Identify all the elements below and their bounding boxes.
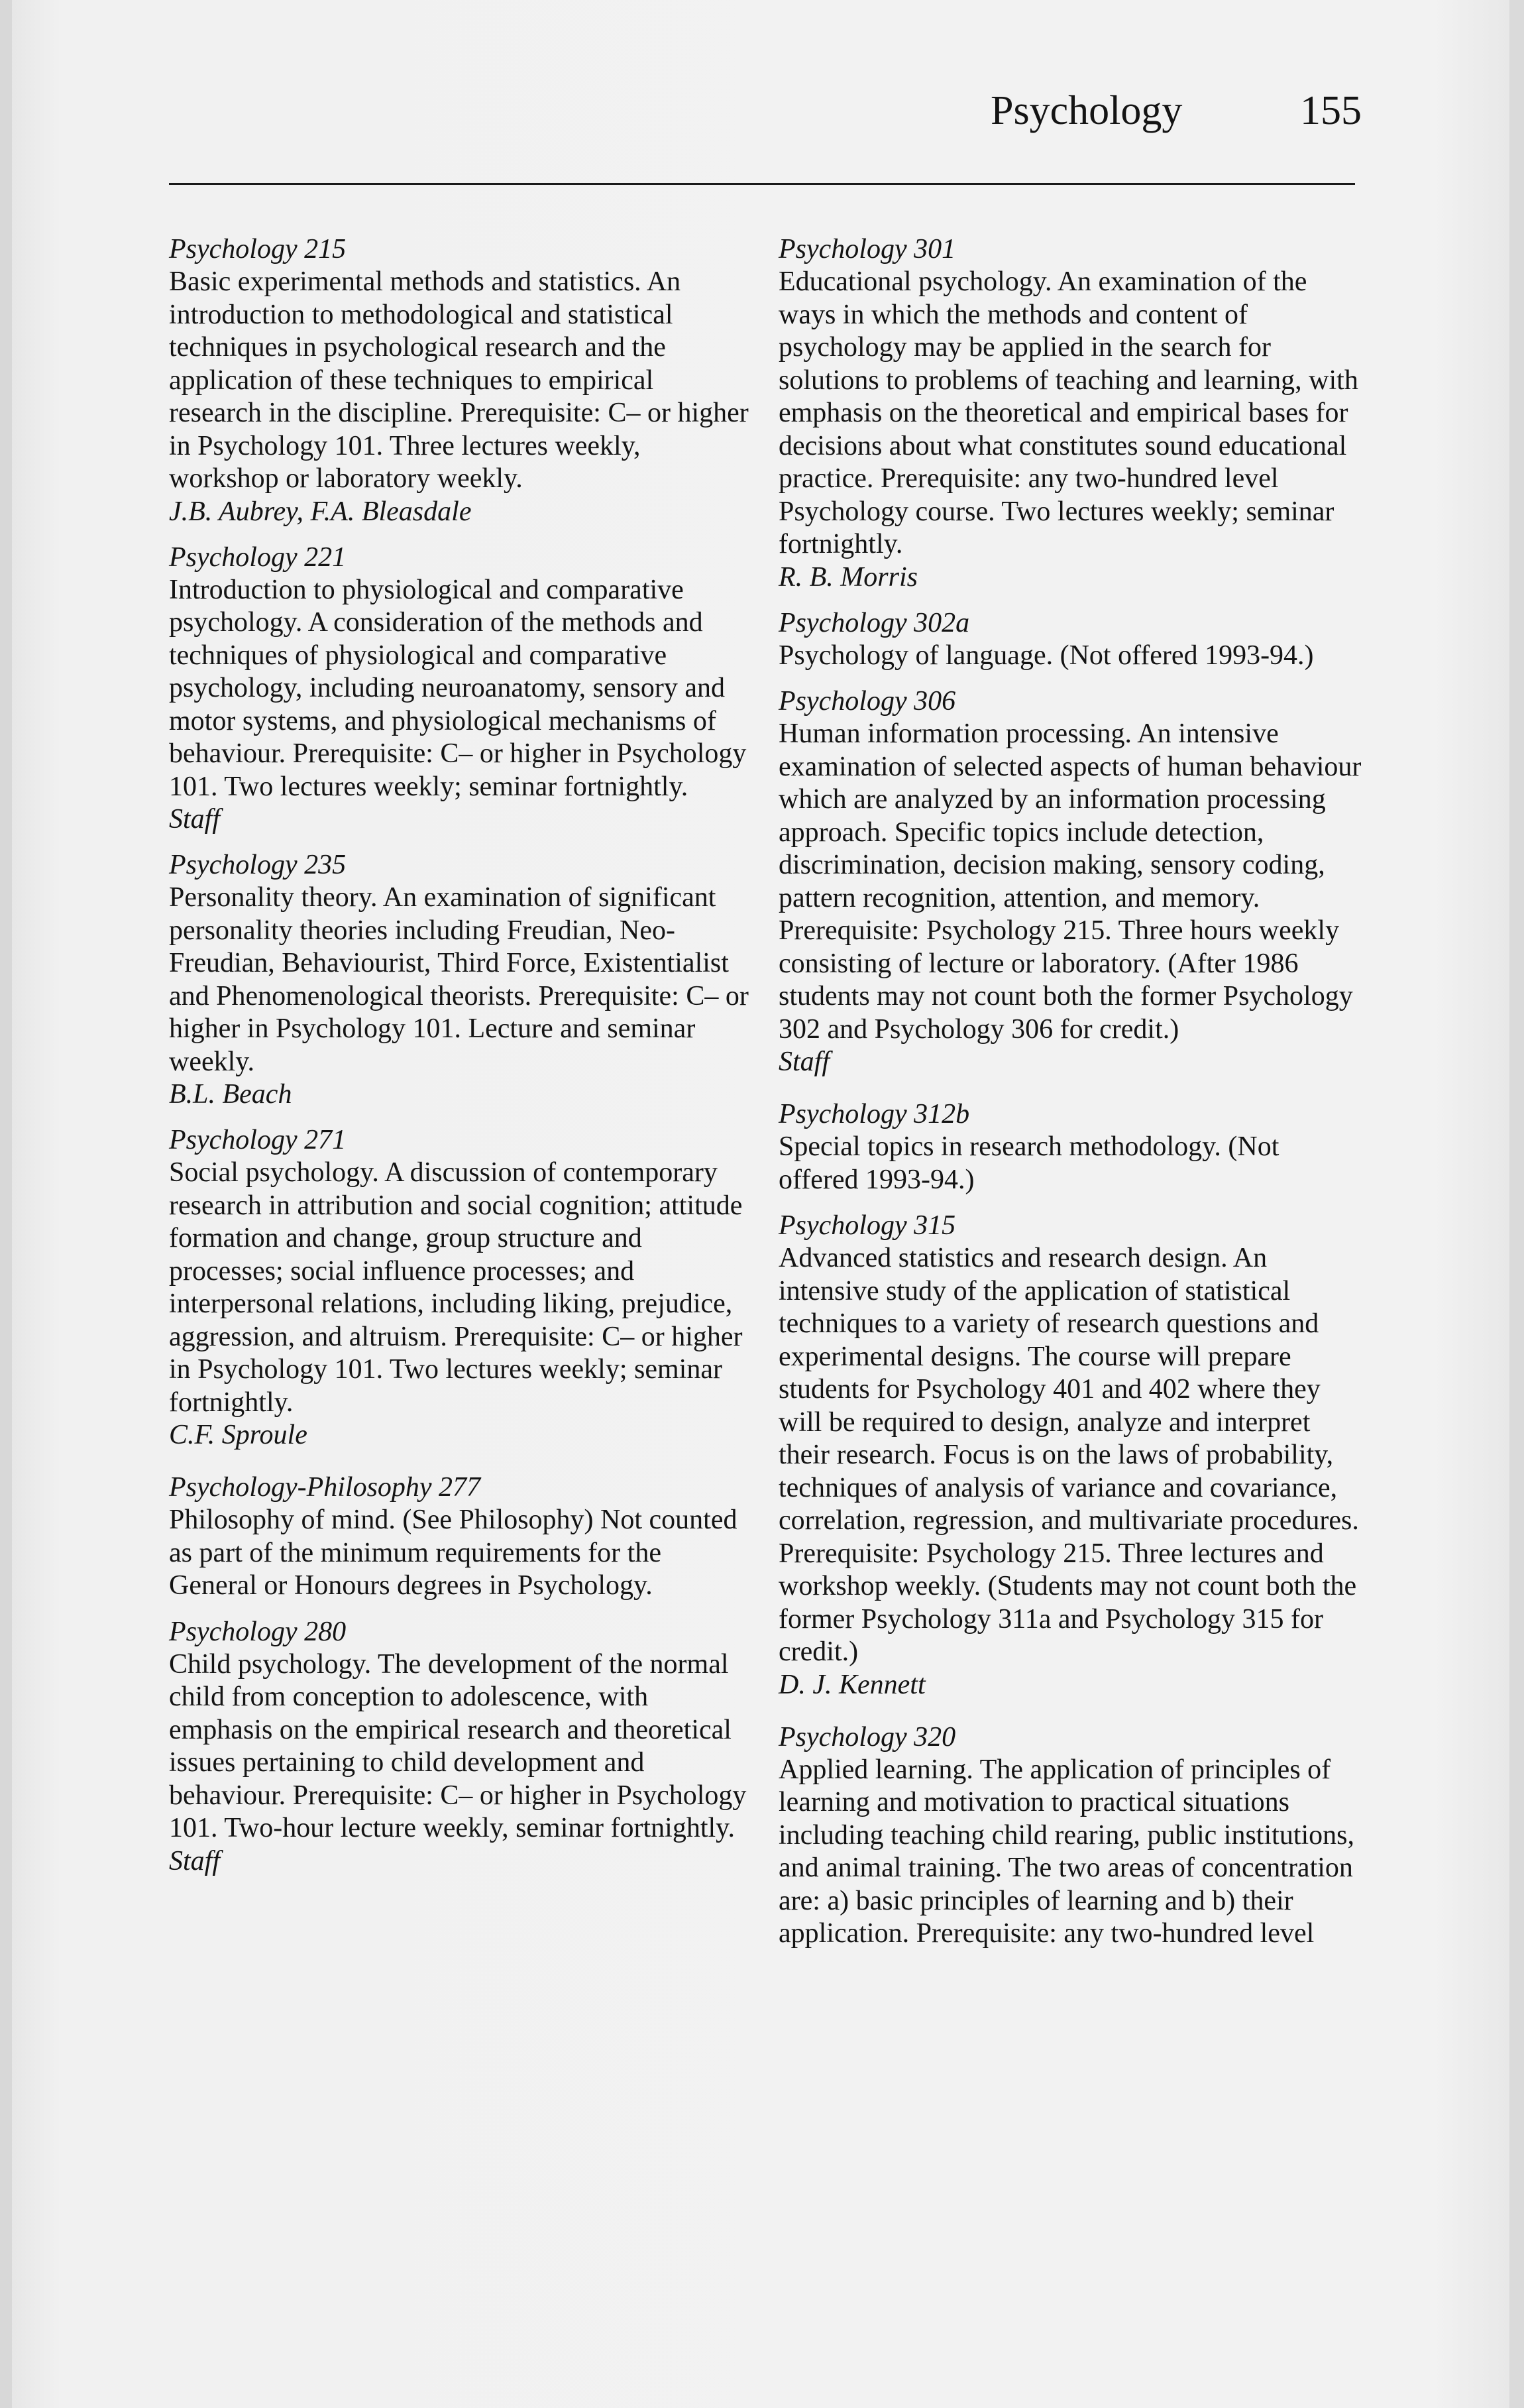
course-description: Philosophy of mind. (See Philosophy) Not counted as part of the minimum requirements for the General or Honours degrees in Psychology.: [169, 1505, 737, 1601]
course-description: Personality theory. An examination of significant personality theories including Freudian, Neo-Freudian, Behaviourist, Third Force, Existentialist and Phenomenological theorists. Prerequisite: C– or higher in Psychology 101. Lecture and seminar weekly.: [169, 882, 749, 1077]
course-entry: [779, 1210, 1362, 1701]
course-title: Psychology 302a: [779, 607, 970, 638]
course-entry: [169, 1471, 752, 1603]
course-instructor: C.F. Sproule: [169, 1420, 307, 1450]
header-title: Psychology: [991, 88, 1183, 133]
course-instructor: Staff: [779, 1047, 830, 1077]
course-entry: [779, 1721, 1362, 1951]
left-column: [169, 233, 752, 1891]
course-instructor: D. J. Kennett: [779, 1669, 926, 1700]
course-entry: [779, 685, 1362, 1078]
course-description: Psychology of language. (Not offered 1993-94.): [779, 640, 1314, 671]
course-title: Psychology 315: [779, 1210, 956, 1241]
course-title: Psychology 221: [169, 542, 347, 573]
course-title: Psychology 215: [169, 234, 347, 264]
course-description: Basic experimental methods and statistics. An introduction to methodological and statistical techniques in psychological research and the application of these techniques to empirical research in the discipline. Prerequisite: C– or higher in Psychology 101. Three lectures weekly, workshop or laboratory weekly.: [169, 266, 749, 494]
course-title: Psychology 312b: [779, 1099, 970, 1129]
course-instructor: J.B. Aubrey, F.A. Bleasdale: [169, 496, 472, 527]
course-entry: [169, 1616, 752, 1878]
page-edge-shadow: [0, 0, 12, 2408]
header-rule: [169, 183, 1355, 185]
right-column: [779, 233, 1362, 1964]
course-instructor: R. B. Morris: [779, 561, 918, 593]
course-instructor: Staff: [169, 804, 221, 834]
page-number: 155: [1300, 88, 1362, 133]
course-entry: [169, 542, 752, 836]
running-header: [991, 87, 1362, 147]
course-title: Psychology 271: [169, 1125, 347, 1155]
course-title: Psychology-Philosophy 277: [169, 1472, 481, 1503]
course-description: Child psychology. The development of the normal child from conception to adolescence, with emphasis on the empirical research and theoretical issues pertaining to child development and behaviour. Prerequisite: C– or higher in Psychology 101. Two-hour lecture weekly, seminar fortnightly.: [169, 1648, 747, 1843]
course-description: Educational psychology. An examination of the ways in which the methods and content of psychology may be applied in the search for solutions to problems of teaching and learning, with emphasis on the theoretical and empirical bases for decisions about what constitutes sound educational practice. Prerequisite: any two-hundred level Psychology course. Two lectures weekly; seminar fortnightly.: [779, 266, 1358, 559]
course-instructor: Staff: [169, 1845, 221, 1876]
course-title: Psychology 280: [169, 1616, 347, 1647]
course-title: Psychology 301: [779, 234, 956, 264]
course-entry: [779, 1098, 1362, 1196]
course-entry: [169, 1124, 752, 1452]
course-entry: [779, 233, 1362, 594]
course-entry: [779, 607, 1362, 673]
course-title: Psychology 306: [779, 686, 956, 717]
course-description: Advanced statistics and research design. An intensive study of the application of statistical techniques to a variety of research questions and experimental designs. The course will prepare students for Psychology 401 and 402 where they will be required to design, analyze and interpret their research. Focus is on the laws of probability, techniques of analysis of variance and covariance, correlation, regression, and multivariate procedures. Prerequisite: Psychology 215. Three lectures and workshop weekly. (Students may not count both the former Psychology 311a and Psychology 315 for credit.): [779, 1243, 1359, 1667]
course-title: Psychology 235: [169, 850, 347, 880]
course-instructor: B.L. Beach: [169, 1079, 292, 1110]
course-description: Human information processing. An intensive examination of selected aspects of human behaviour which are analyzed by an information processing approach. Specific topics include detection, discrimination, decision making, sensory coding, pattern recognition, attention, and memory. Prerequisite: Psychology 215. Three hours weekly consisting of lecture or laboratory. (After 1986 students may not count both the former Psychology 302 and Psychology 306 for credit.): [779, 718, 1362, 1045]
course-description: Applied learning. The application of principles of learning and motivation to practical situations including teaching child rearing, public institutions, and animal training. The two areas of concentration are: a) basic principles of learning and b) their application. Prerequisite: any two-hundred level: [779, 1754, 1354, 1949]
course-description: Special topics in research methodology. (Not offered 1993-94.): [779, 1131, 1279, 1195]
course-entry: [169, 233, 752, 528]
course-entry: [169, 849, 752, 1111]
course-description: Social psychology. A discussion of contemporary research in attribution and social cognition; attitude formation and change, group structure and processes; social influence processes; and interpersonal relations, including liking, prejudice, aggression, and altruism. Prerequisite: C– or higher in Psychology 101. Two lectures weekly; seminar fortnightly.: [169, 1157, 743, 1418]
course-title: Psychology 320: [779, 1721, 956, 1752]
course-description: Introduction to physiological and comparative psychology. A consideration of the methods and techniques of physiological and comparative psychology, including neuroanatomy, sensory and motor systems, and physiological mechanisms of behaviour. Prerequisite: C– or higher in Psychology 101. Two lectures weekly; seminar fortnightly.: [169, 574, 747, 802]
page-edge-shadow: [1509, 0, 1524, 2408]
